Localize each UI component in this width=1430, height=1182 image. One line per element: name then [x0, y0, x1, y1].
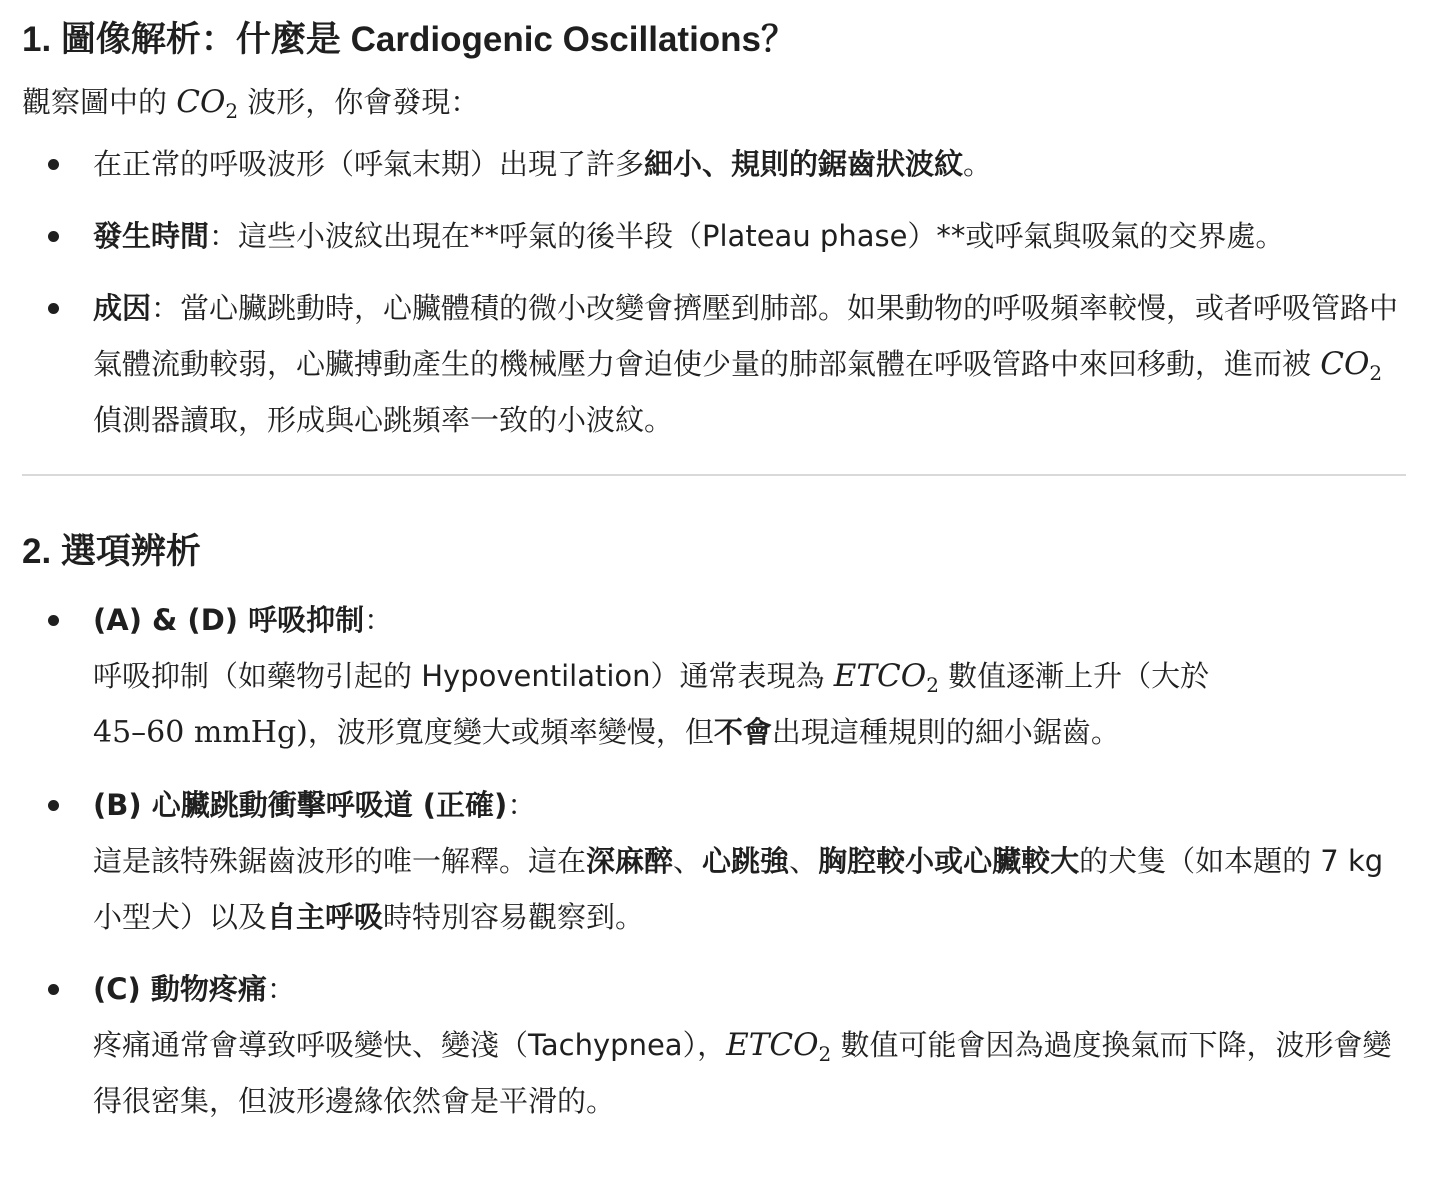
list-item-option-b	[22, 777, 1406, 945]
option-bold-text: 自主呼吸	[267, 900, 384, 934]
section2-list	[22, 592, 1406, 1129]
formula-subscript: 2	[926, 673, 939, 697]
section1-intro	[22, 82, 1406, 122]
list-item-observation	[22, 136, 1406, 192]
formula-base: CO	[176, 84, 226, 120]
range-value: 45–60 mmHg)	[93, 715, 308, 750]
co2-formula	[176, 84, 239, 123]
option-text: 數值可能會因為過度換氣而下降，波形會變得很密集，但波形邊緣依然會是平滑的。	[93, 1028, 1392, 1118]
formula-base: ETCO	[726, 1027, 819, 1063]
section2-heading: 2. 選項辨析	[22, 532, 201, 571]
option-text: 、	[673, 844, 703, 878]
option-label: (C) 動物疼痛	[93, 972, 267, 1006]
bullet-label: 成因	[93, 291, 152, 325]
option-body	[93, 833, 1406, 945]
list-item-option-c	[22, 961, 1406, 1129]
etco2-formula	[726, 1027, 832, 1066]
bullet-text: 在正常的呼吸波形（呼氣末期）出現了許多	[93, 147, 645, 181]
option-text: 數值逐漸上升（大於	[938, 659, 1210, 693]
bullet-text: ：這些小波紋出現在**呼氣的後半段（Plateau phase）**或呼氣與吸氣的交界處。	[209, 219, 1285, 253]
etco2-formula	[833, 658, 939, 697]
option-colon: ：	[266, 972, 296, 1006]
option-bold-text: 心跳強	[702, 844, 790, 878]
option-text: 的犬隻（如本題的 7 kg 小型犬）以及	[93, 844, 1384, 934]
option-bold-text: 深麻醉	[586, 844, 674, 878]
option-label: (A) & (D) 呼吸抑制	[93, 603, 365, 637]
option-text: 這是該特殊鋸齒波形的唯一解釋。這在	[93, 844, 587, 878]
option-colon: ：	[364, 603, 394, 637]
list-item-cause	[22, 280, 1406, 448]
option-text: 、	[789, 844, 819, 878]
formula-subscript: 2	[818, 1042, 832, 1066]
intro-text-after: 波形，你會發現：	[238, 85, 480, 119]
option-text: 時特別容易觀察到。	[383, 900, 645, 934]
option-colon: ：	[507, 788, 537, 822]
option-label: (B) 心臟跳動衝擊呼吸道 (正確)	[93, 788, 508, 822]
co2-formula	[1320, 346, 1383, 385]
option-text: 呼吸抑制（如藥物引起的 Hypoventilation）通常表現為	[93, 659, 834, 693]
option-text: 出現這種規則的細小鋸齒。	[771, 715, 1120, 749]
intro-text-before: 觀察圖中的	[22, 85, 177, 119]
option-text: ，波形寬度變大或頻率變慢，但	[307, 715, 714, 749]
section1-heading: 1. 圖像解析：什麼是 Cardiogenic Oscillations？	[22, 20, 797, 59]
formula-subscript: 2	[225, 99, 239, 123]
list-item-option-a-d	[22, 592, 1406, 761]
section-divider	[22, 474, 1406, 476]
option-body	[93, 648, 1406, 761]
bullet-text: 偵測器讀取，形成與心跳頻率一致的小波紋。	[93, 403, 674, 437]
option-bold-text: 胸腔較小或心臟較大	[818, 844, 1080, 878]
option-bold-text: 不會	[713, 715, 772, 749]
bullet-text: 。	[963, 147, 993, 181]
formula-subscript: 2	[1369, 361, 1383, 385]
list-item-timing	[22, 208, 1406, 264]
section1-list	[22, 136, 1406, 448]
bullet-text: ：當心臟跳動時，心臟體積的微小改變會擠壓到肺部。如果動物的呼吸頻率較慢，或者呼吸管路中氣體流動較弱，心臟搏動產生的機械壓力會迫使少量的肺部氣體在呼吸管路中來回移動，進而被	[93, 291, 1399, 381]
formula-base: ETCO	[833, 658, 927, 694]
option-text: 疼痛通常會導致呼吸變快、變淺（Tachypnea），	[93, 1028, 727, 1062]
bullet-bold-text: 細小、規則的鋸齒狀波紋	[644, 147, 964, 181]
formula-base: CO	[1320, 346, 1370, 382]
option-body	[93, 1017, 1406, 1129]
bullet-label: 發生時間	[93, 219, 210, 253]
